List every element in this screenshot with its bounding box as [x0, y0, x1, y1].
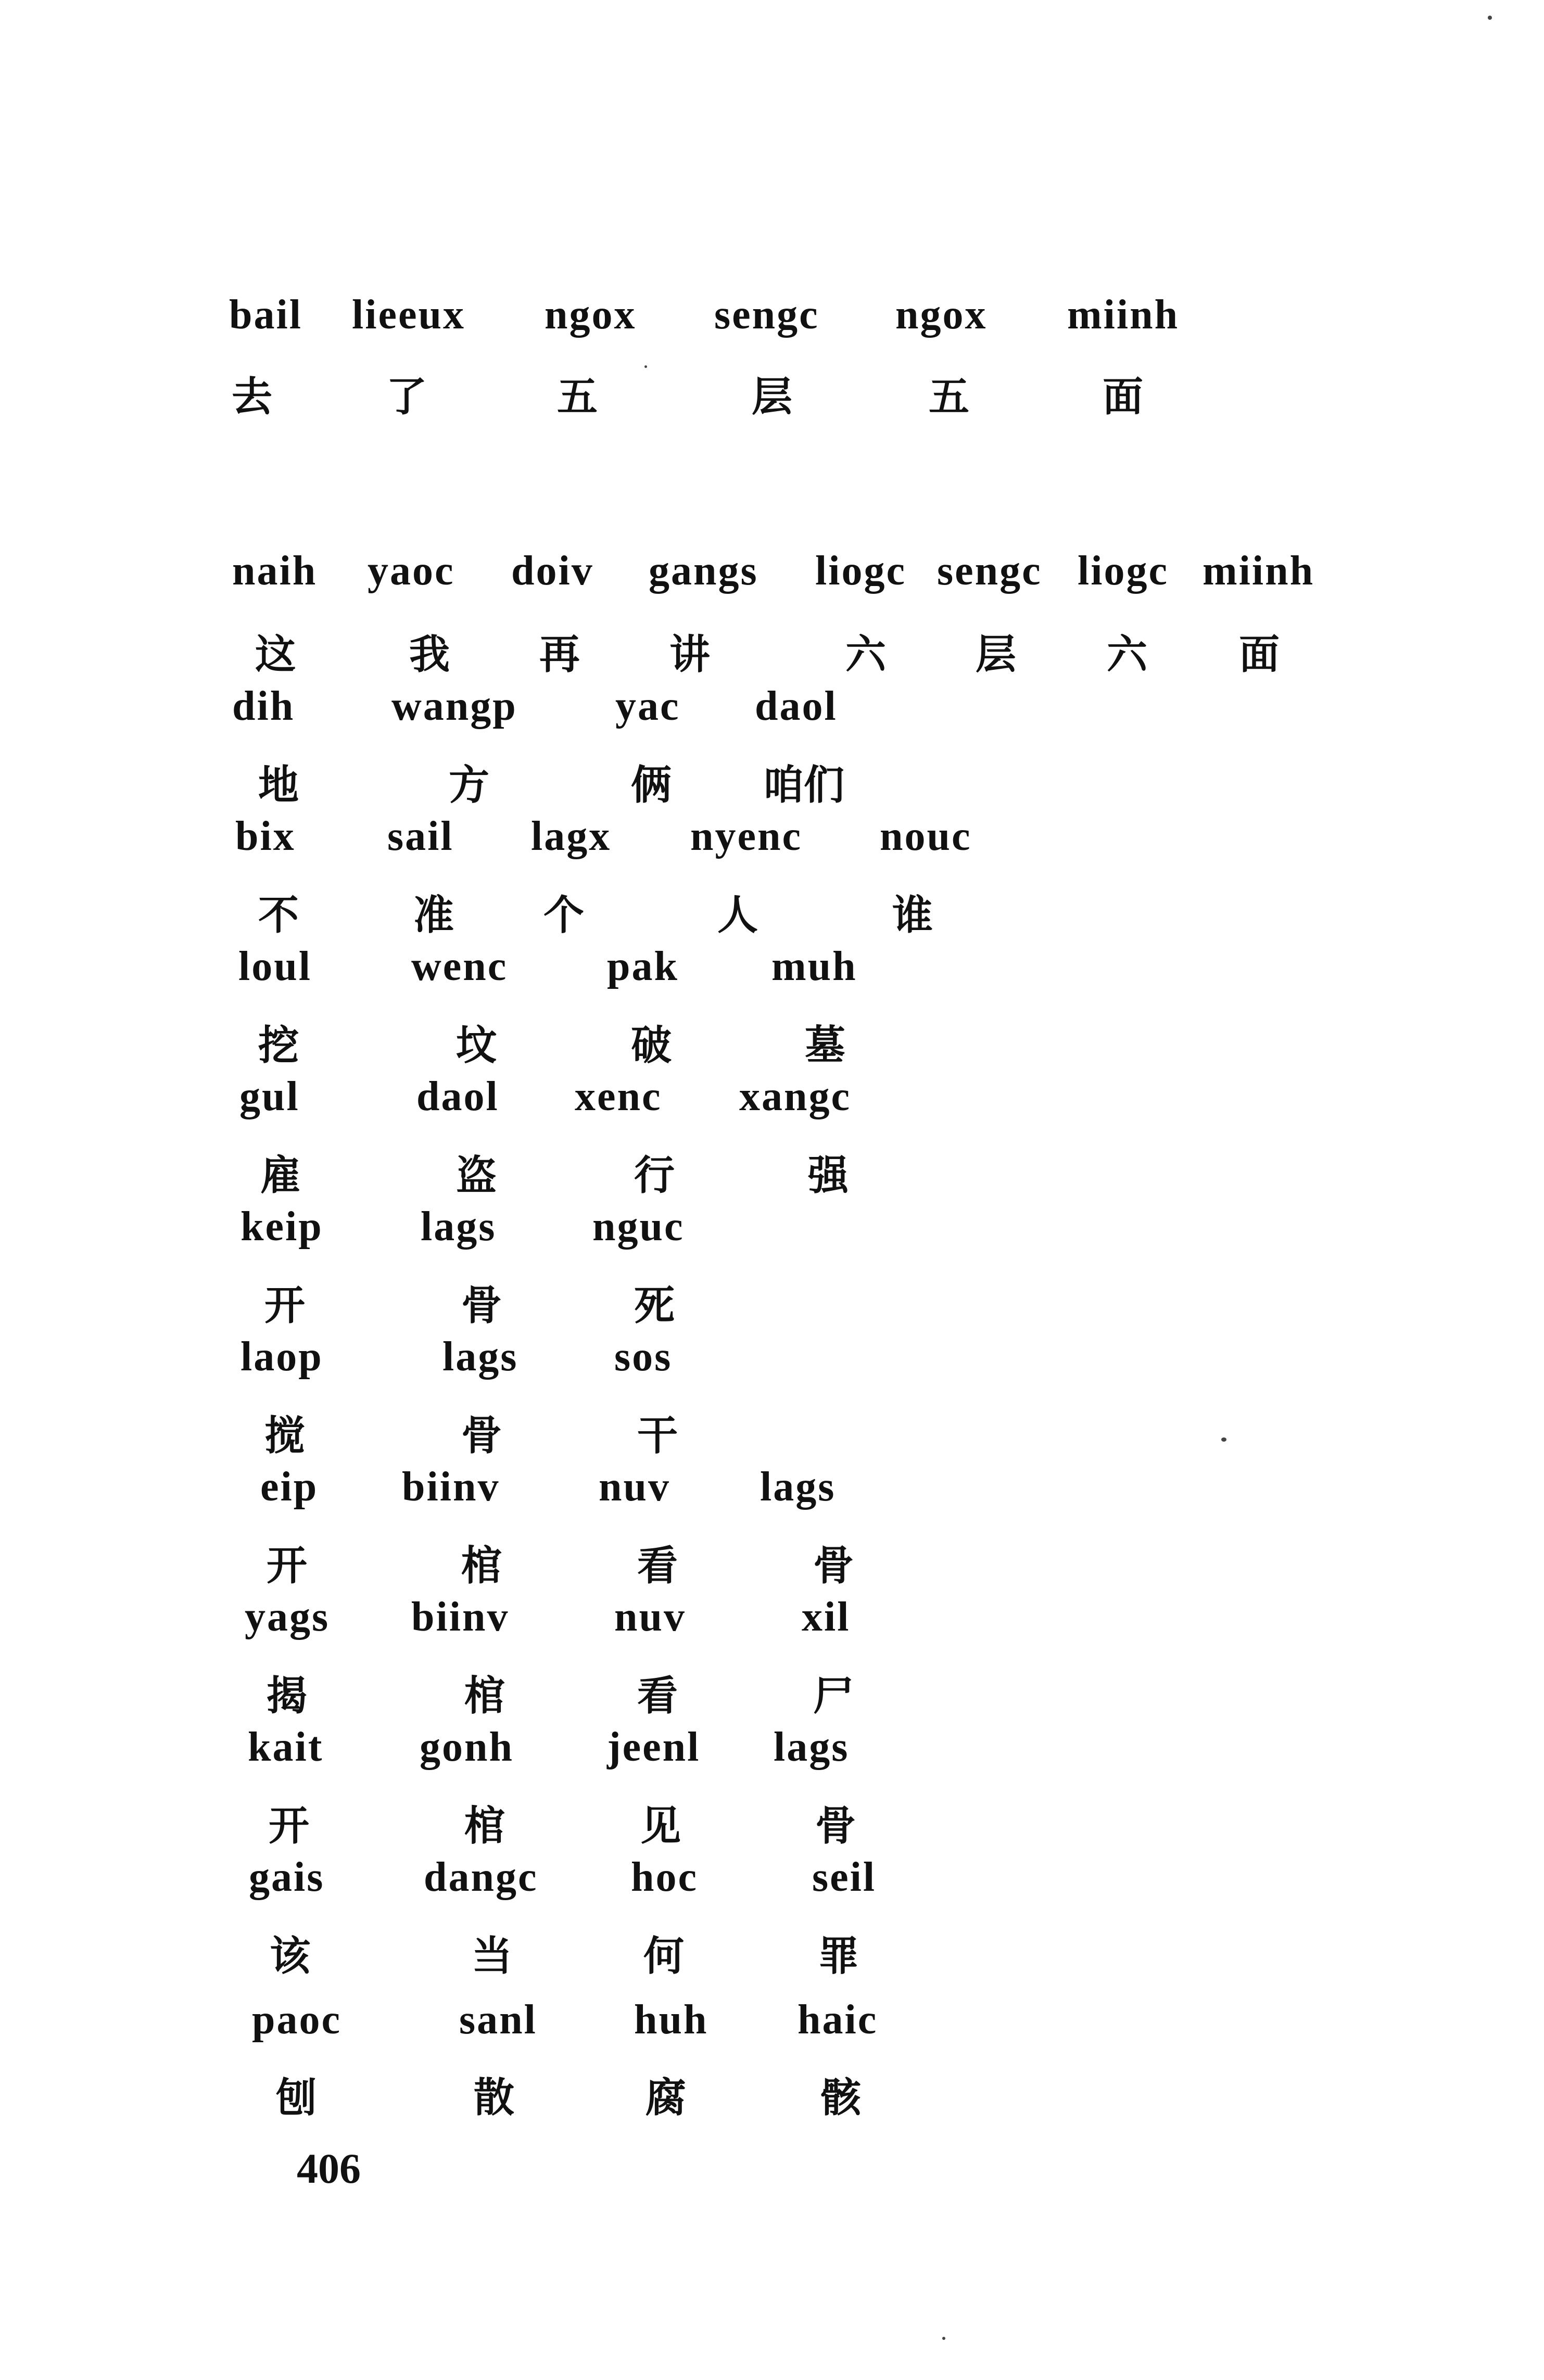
- gloss: 见: [640, 1803, 681, 1850]
- gloss: 讲: [669, 631, 711, 678]
- scan-speck: [1488, 16, 1492, 20]
- gloss: 腐: [646, 2074, 687, 2121]
- scan-speck: [942, 2337, 945, 2340]
- gloss: 罪: [818, 1933, 859, 1980]
- latin-line: [0, 1996, 1544, 2069]
- latin-line: [0, 943, 1544, 1016]
- gloss: 散: [474, 2074, 515, 2121]
- word: daol: [755, 683, 838, 729]
- word: sos: [614, 1334, 673, 1380]
- gloss: 不: [258, 892, 299, 939]
- word: lags: [760, 1464, 836, 1510]
- word: xangc: [739, 1074, 851, 1119]
- gloss: 去: [232, 374, 273, 421]
- gloss: 谁: [892, 892, 933, 939]
- gloss: 五: [557, 374, 598, 421]
- gloss: 个: [543, 892, 585, 939]
- gloss: 我: [409, 631, 450, 678]
- gloss: 行: [634, 1152, 675, 1199]
- word: liogc: [815, 548, 906, 594]
- word: yags: [245, 1594, 330, 1640]
- word: gonh: [420, 1724, 514, 1770]
- word: wangp: [391, 683, 517, 729]
- stanza1-latin-line: [0, 291, 1544, 364]
- word: lieeux: [352, 292, 465, 338]
- word: sengc: [714, 292, 819, 338]
- gloss: 强: [808, 1152, 849, 1199]
- word: sengc: [937, 548, 1042, 594]
- word: naih: [232, 548, 318, 594]
- word: wenc: [411, 944, 508, 989]
- gloss: 当: [472, 1933, 513, 1980]
- gloss: 雇: [260, 1152, 301, 1199]
- word: hoc: [631, 1854, 698, 1900]
- word: ngox: [895, 292, 988, 338]
- gloss: 搅: [264, 1412, 306, 1459]
- word: jeenl: [607, 1724, 701, 1770]
- gloss: 刨: [276, 2074, 317, 2121]
- gloss: 死: [634, 1282, 675, 1329]
- word: lags: [774, 1724, 850, 1770]
- word: gul: [239, 1074, 300, 1119]
- gloss: 盗: [456, 1152, 497, 1199]
- word: paoc: [252, 1997, 341, 2043]
- word: nyenc: [690, 813, 802, 859]
- gloss: 五: [929, 374, 970, 421]
- gloss: 开: [269, 1803, 310, 1850]
- word: nguc: [592, 1204, 685, 1250]
- gloss: 开: [264, 1282, 306, 1329]
- word: dih: [232, 683, 295, 729]
- word: huh: [634, 1997, 708, 2043]
- word: xenc: [575, 1074, 662, 1119]
- gloss: 骨: [461, 1412, 502, 1459]
- gloss: 面: [1103, 374, 1144, 421]
- gloss: 坟: [456, 1022, 497, 1069]
- word: doiv: [511, 548, 594, 594]
- word: biinv: [402, 1464, 500, 1510]
- latin-line: [0, 813, 1544, 886]
- han-line: [0, 2065, 1544, 2138]
- latin-line: [0, 1463, 1544, 1536]
- gloss: 骨: [815, 1803, 856, 1850]
- gloss: 面: [1239, 631, 1280, 678]
- latin-line: [0, 1724, 1544, 1797]
- word: lags: [421, 1204, 497, 1250]
- latin-line: [0, 683, 1544, 756]
- word: keip: [241, 1204, 323, 1250]
- word: nuv: [614, 1594, 686, 1640]
- han-line: [0, 1924, 1544, 1996]
- gloss: 棺: [464, 1803, 505, 1850]
- gloss: 层: [976, 631, 1017, 678]
- gloss: 地: [258, 762, 299, 809]
- latin-line: [0, 1594, 1544, 1666]
- word: yaoc: [368, 548, 455, 594]
- gloss: 咱们: [763, 762, 845, 809]
- scan-speck: [644, 365, 647, 368]
- word: gais: [249, 1854, 325, 1900]
- gloss: 开: [267, 1543, 308, 1589]
- gloss: 方: [449, 762, 490, 809]
- word: miinh: [1067, 292, 1180, 338]
- word: eip: [260, 1464, 319, 1510]
- word: miinh: [1203, 548, 1315, 594]
- word: laop: [241, 1334, 323, 1380]
- gloss: 骨: [461, 1282, 502, 1329]
- word: yac: [615, 683, 680, 729]
- word: gangs: [649, 548, 758, 594]
- gloss: 这: [255, 631, 296, 678]
- gloss: 棺: [464, 1673, 505, 1720]
- gloss: 挖: [258, 1022, 299, 1069]
- gloss: 干: [637, 1412, 678, 1459]
- word: ngox: [545, 292, 637, 338]
- latin-line: [0, 1333, 1544, 1406]
- word: nouc: [880, 813, 972, 859]
- gloss: 何: [643, 1933, 685, 1980]
- word: kait: [248, 1724, 324, 1770]
- word: bix: [235, 813, 296, 859]
- gloss: 骨: [813, 1543, 854, 1589]
- scan-speck: [1221, 1437, 1226, 1442]
- gloss: 骸: [820, 2074, 862, 2121]
- gloss: 破: [631, 1022, 672, 1069]
- word: dangc: [424, 1854, 538, 1900]
- page-number: 406: [297, 2145, 361, 2192]
- gloss: 揭: [267, 1673, 308, 1720]
- word: muh: [771, 944, 857, 989]
- word: haic: [798, 1997, 878, 2043]
- word: bail: [229, 292, 302, 338]
- latin-line: [0, 1854, 1544, 1927]
- gloss: 了: [386, 374, 427, 421]
- word: sanl: [459, 1997, 537, 2043]
- latin-line: [0, 1203, 1544, 1276]
- word: lags: [442, 1334, 518, 1380]
- word: daol: [416, 1074, 499, 1119]
- gloss: 看: [637, 1673, 678, 1720]
- word: pak: [607, 944, 679, 989]
- word: nuv: [599, 1464, 670, 1510]
- gloss: 该: [270, 1933, 311, 1980]
- latin-line: [0, 548, 1544, 620]
- latin-line: [0, 1073, 1544, 1146]
- gloss: 再: [539, 631, 580, 678]
- gloss: 俩: [631, 762, 672, 809]
- gloss: 六: [1107, 631, 1148, 678]
- gloss: 棺: [461, 1543, 502, 1589]
- word: loul: [238, 944, 312, 989]
- gloss: 看: [637, 1543, 678, 1589]
- gloss: 尸: [813, 1673, 854, 1720]
- gloss: 准: [413, 892, 454, 939]
- word: liogc: [1078, 548, 1169, 594]
- gloss: 层: [752, 374, 793, 421]
- gloss: 墓: [805, 1022, 846, 1069]
- word: sail: [387, 813, 454, 859]
- word: biinv: [411, 1594, 510, 1640]
- word: xil: [802, 1594, 851, 1640]
- stanza1-han-line: [0, 364, 1544, 437]
- word: lagx: [531, 813, 612, 859]
- gloss: 六: [845, 631, 887, 678]
- gloss: 人: [717, 892, 758, 939]
- word: seil: [812, 1854, 877, 1900]
